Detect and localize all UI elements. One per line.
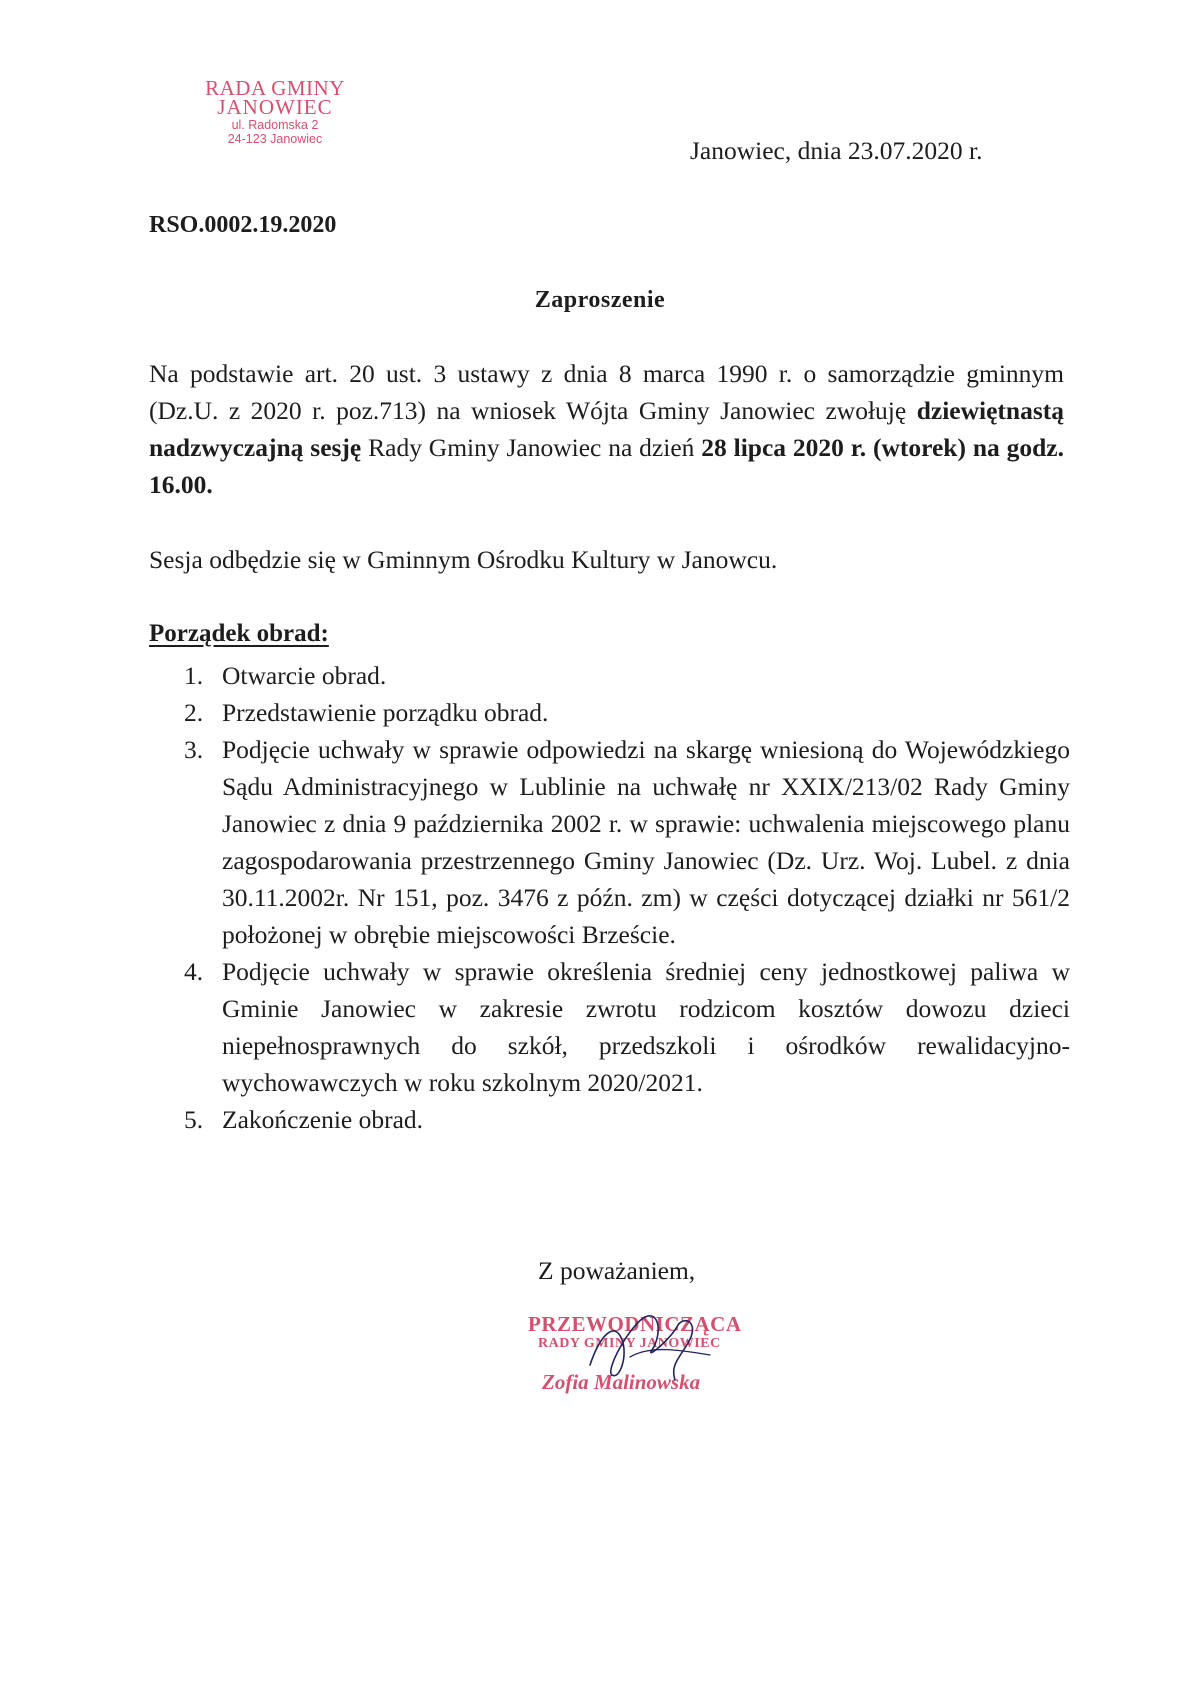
agenda-item xyxy=(180,657,1070,694)
stamp-line-town: JANOWIEC xyxy=(217,95,333,119)
stamp-council: RADY GMINY JANOWIEC xyxy=(538,1336,721,1351)
document-title: Zaproszenie xyxy=(534,287,666,313)
agenda-item-text: Podjęcie uchwały w sprawie określenia średniej ceny jednostkowej paliwa w Gminie Janowiec w zakresie zwrotu rodzicom kosztów dowozu dzieci niepełnosprawnych do szkół, przedszkoli i ośrodków rewalidacyjno-wychowawczych w roku szkolnym 2020/2021. xyxy=(222,957,1070,1097)
stamp-line-postcode: 24-123 Janowiec xyxy=(227,131,323,146)
venue-sentence: Sesja odbędzie się w Gminnym Ośrodku Kultury w Janowcu. xyxy=(149,545,778,574)
agenda-item-text: Otwarcie obrad. xyxy=(222,661,387,690)
agenda-item xyxy=(180,1101,1070,1138)
agenda-item-number: 5. xyxy=(184,1105,204,1134)
agenda-item-number: 4. xyxy=(184,957,204,986)
agenda-item-number: 3. xyxy=(184,735,204,764)
stamp-name: Zofia Malinowska xyxy=(542,1370,701,1394)
reference-number: RSO.0002.19.2020 xyxy=(149,212,337,238)
stamp-line-council: RADA GMINY xyxy=(205,76,345,100)
invitation-paragraph xyxy=(149,355,1064,503)
agenda-item-text: Podjęcie uchwały w sprawie odpowiedzi na skargę wniesioną do Wojewódzkiego Sądu Administracyjnego w Lublinie na uchwałę nr XXIX/213/02 Rady Gminy Janowiec z dnia 9 października 2002 r. w sprawie: uchwalenia miejscowego planu zagospodarowania przestrzennego Gminy Janowiec (Dz. Urz. Woj. Lubel. z dnia 30.11.2002r. Nr 151, poz. 3476 z późn. zm) w części dotyczącej działki nr 561/2 położonej w obrębie miejscowości Brzeście. xyxy=(222,735,1070,949)
stamp-title: PRZEWODNICZĄCA xyxy=(528,1312,742,1336)
agenda-heading: Porządek obrad: xyxy=(149,620,329,647)
stamp-line-street: ul. Radomska 2 xyxy=(231,118,319,132)
document-date: Janowiec, dnia 23.07.2020 r. xyxy=(690,136,983,165)
agenda-item xyxy=(180,694,1070,731)
agenda-item xyxy=(180,731,1070,953)
agenda-item-number: 2. xyxy=(184,698,204,727)
paragraph-bold-session: dziewiętnastą nadzwyczajną sesję xyxy=(149,396,1064,462)
agenda-item-text: Przedstawienie porządku obrad. xyxy=(222,698,549,727)
agenda-item xyxy=(180,953,1070,1101)
paragraph-text-2: Rady Gminy Janowiec na dzień xyxy=(361,433,702,462)
closing-salutation: Z poważaniem, xyxy=(538,1256,696,1285)
paragraph-bold-date: 28 lipca 2020 r. (wtorek) na godz. 16.00. xyxy=(149,433,1064,499)
handwritten-signature-icon xyxy=(560,1295,740,1395)
council-address-stamp xyxy=(180,78,370,145)
agenda-item-text: Zakończenie obrad. xyxy=(222,1105,424,1134)
agenda-item-number: 1. xyxy=(184,661,204,690)
paragraph-text-1: Na podstawie art. 20 ust. 3 ustawy z dnia 8 marca 1990 r. o samorządzie gminnym (Dz.U. z 2020 r. poz.713) na wniosek Wójta Gminy Janowiec zwołuję xyxy=(149,359,1064,425)
agenda-list xyxy=(180,657,1070,1138)
